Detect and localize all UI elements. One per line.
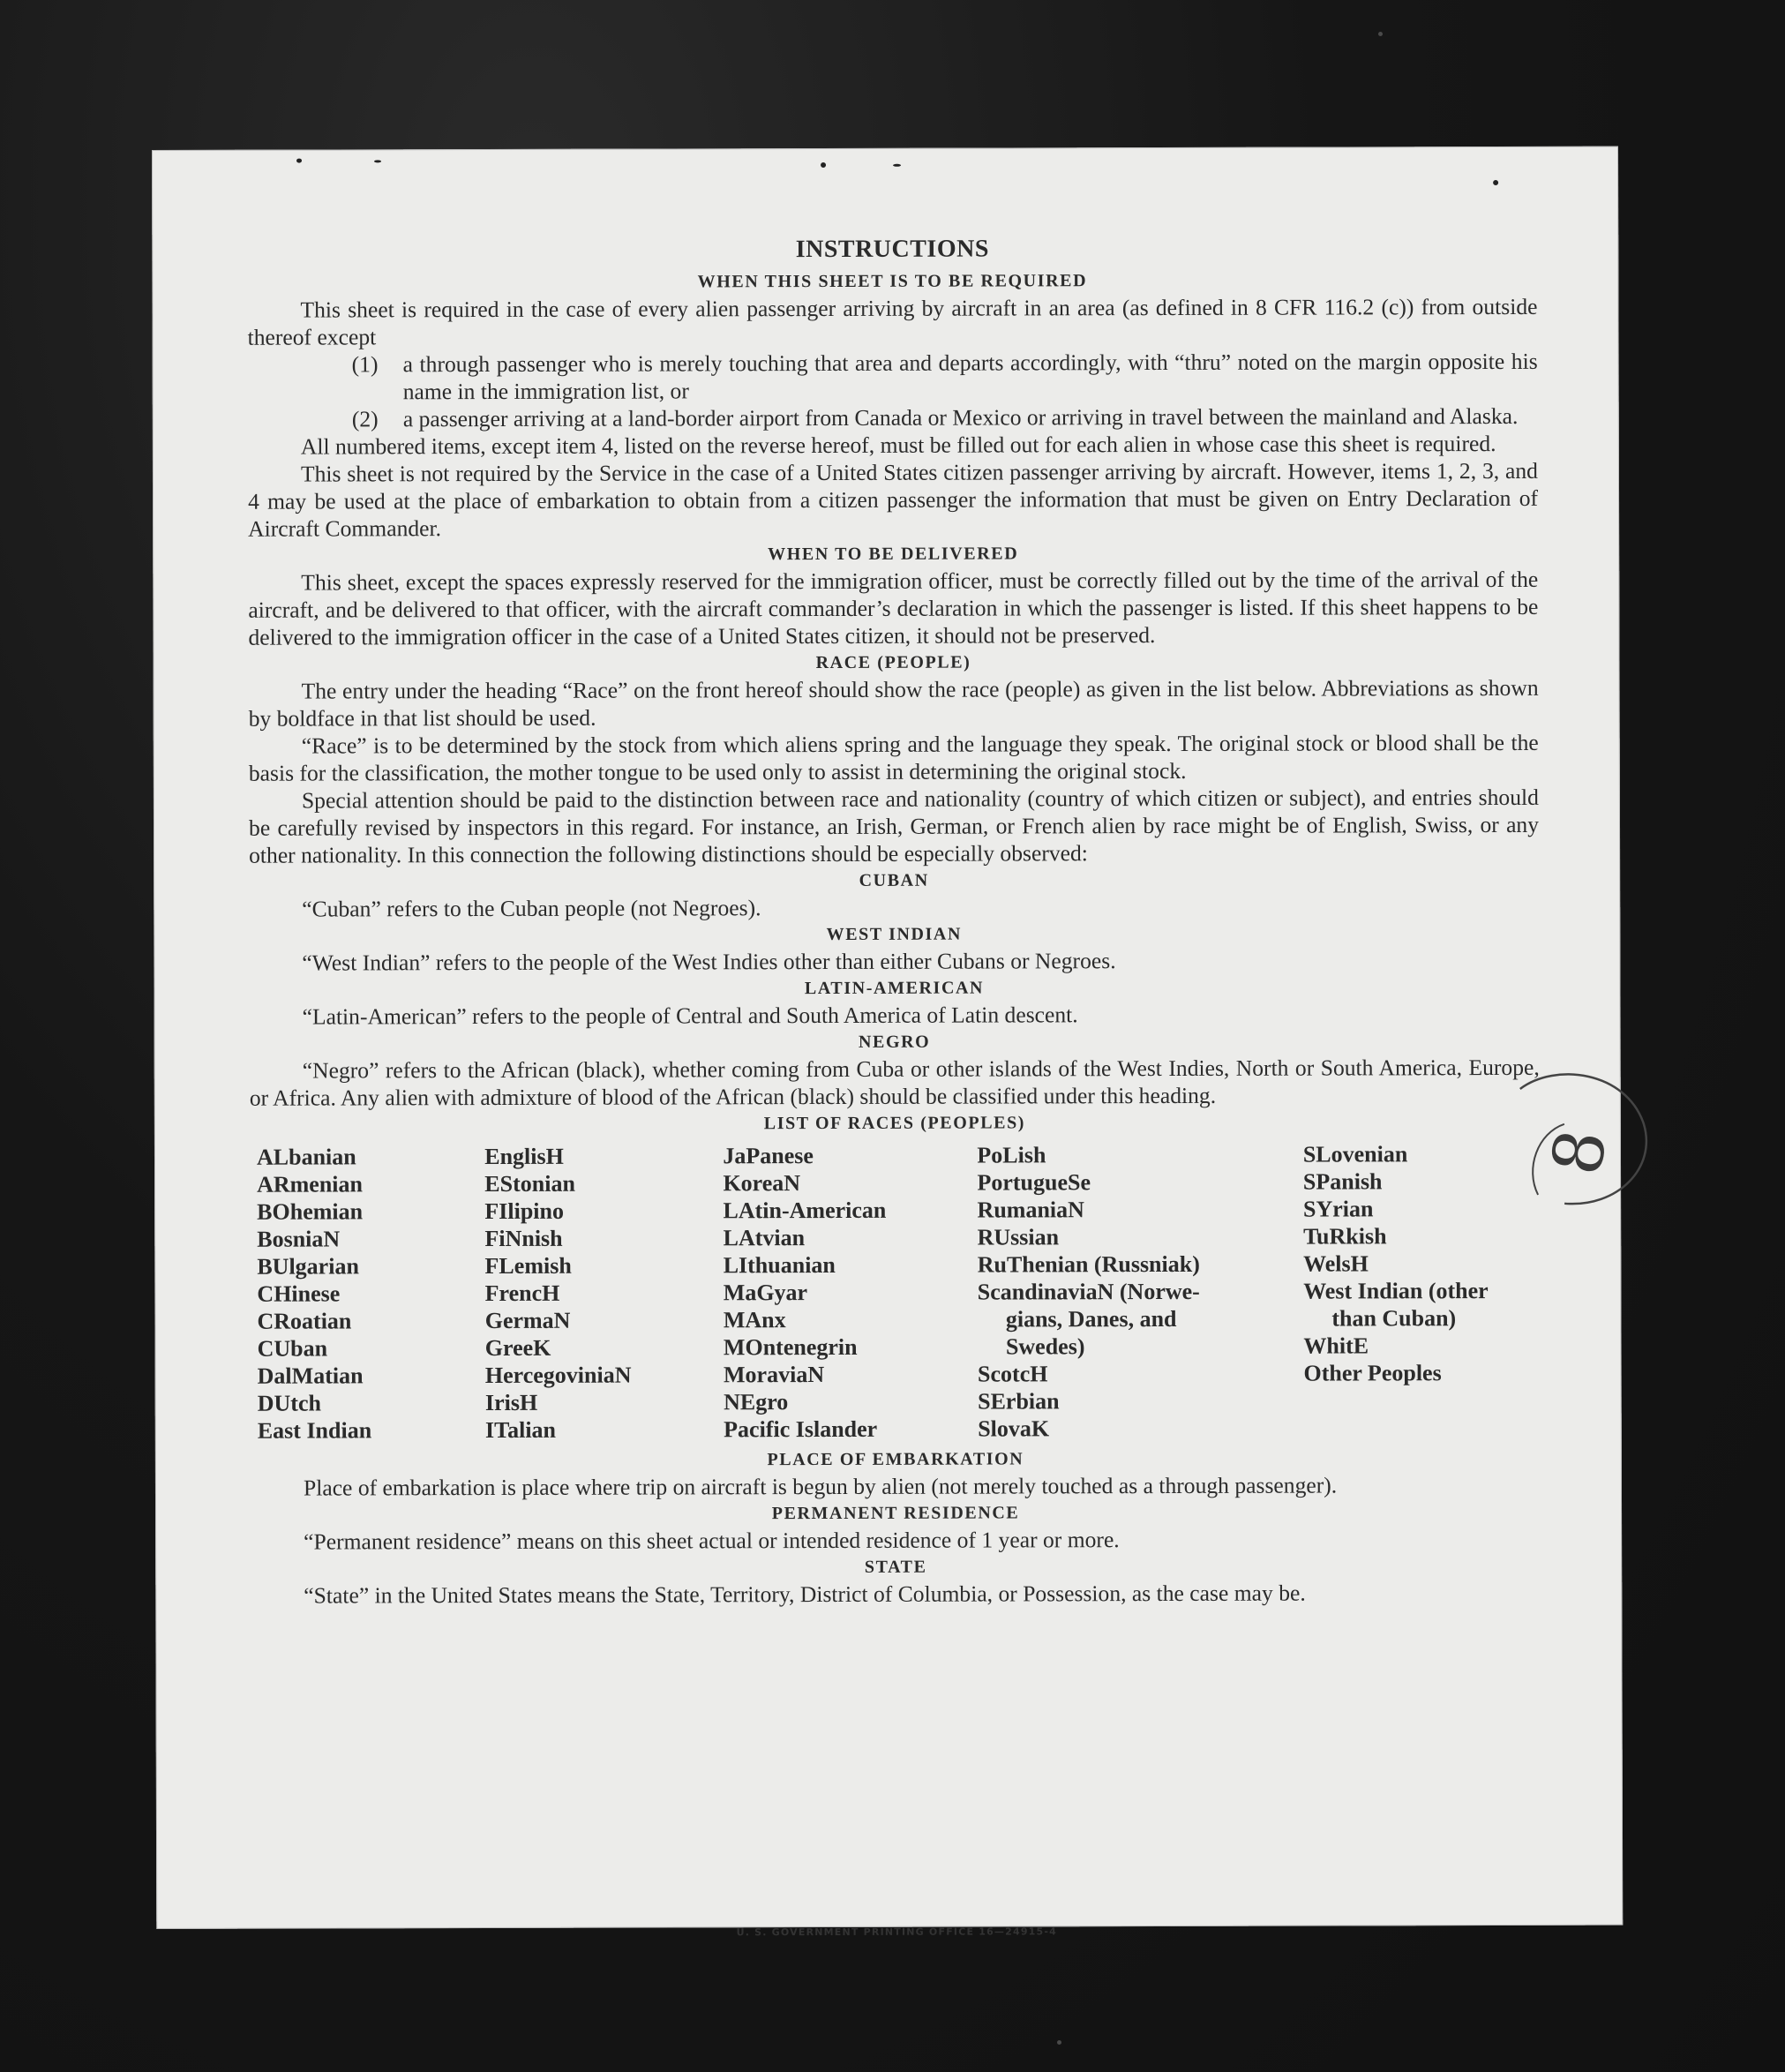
paragraph: “Cuban” refers to the Cuban people (not Negroes).	[302, 895, 761, 922]
race-entry: CUban	[257, 1335, 328, 1362]
document-page	[152, 146, 1624, 1939]
race-entry: SlovaK	[978, 1415, 1050, 1442]
race-entry: KoreaN	[723, 1170, 801, 1197]
heading-when-required: WHEN THIS SHEET IS TO BE REQUIRED	[697, 271, 1088, 292]
race-entry: SPanish	[1302, 1168, 1383, 1195]
list-item	[352, 348, 1538, 406]
page-title: INSTRUCTIONS	[795, 235, 989, 264]
race-entry: FLemish	[484, 1252, 572, 1280]
heading-cuban: CUBAN	[859, 870, 929, 890]
race-entry: PoLish	[977, 1142, 1046, 1168]
list-item	[352, 402, 1538, 433]
race-entry: ITalian	[484, 1416, 557, 1444]
paragraph: “Negro” refers to the African (black), whether coming from Cuba or other islands of the West Indies, North or South America, Europe, or Africa. Any alien with admixture of blood of the African (black) should be classified under this heading.	[249, 1054, 1540, 1111]
race-entry: Other Peoples	[1303, 1360, 1442, 1386]
scan-dot	[893, 164, 901, 167]
race-entry: NEgro	[724, 1389, 789, 1415]
paragraph: “West Indian” refers to the people of the West Indies other than either Cubans or Negroes.	[302, 948, 1116, 976]
race-entry: BUlgarian	[257, 1253, 359, 1280]
race-entry: GermaN	[484, 1307, 571, 1334]
race-entry: GreeK	[484, 1334, 551, 1362]
paragraph: “Latin-American” refers to the people of Central and South America of Latin descent.	[302, 1002, 1078, 1030]
paragraph: This sheet is not required by the Service in the case of a United States citizen passenger arriving by aircraft. However, items 1, 2, 3, and 4 may be used at the place of embarkation to obtain from a citizen passenger the information that must be given on Entry Declaration of Aircraft Commander.	[248, 457, 1539, 542]
race-entry: JaPanese	[723, 1143, 814, 1169]
item-number: (1)	[351, 351, 379, 378]
race-entry: LAtin-American	[723, 1197, 887, 1224]
paragraph: The entry under the heading “Race” on the front hereof should show the race (people) as given in the list below. Abbreviations as shown by boldface in that list should be used.	[248, 674, 1539, 732]
race-entry: CHinese	[257, 1280, 341, 1307]
race-entry: LIthuanian	[723, 1251, 836, 1279]
race-entry: DalMatian	[257, 1363, 364, 1389]
race-entry: RUssian	[977, 1224, 1060, 1250]
race-entry: gians, Danes, and	[1005, 1305, 1177, 1333]
race-entry: RumaniaN	[977, 1197, 1084, 1223]
item-number: (2)	[351, 406, 379, 432]
paragraph: This sheet is required in the case of every alien passenger arriving by aircraft in an area (as defined in 8 CFR 116.2 (c)) from outside thereof except	[247, 293, 1538, 350]
race-entry: FiNnish	[484, 1225, 563, 1252]
race-entry: PortugueSe	[977, 1169, 1091, 1196]
race-entry: TuRkish	[1303, 1223, 1387, 1250]
heading-latin-american: LATIN-AMERICAN	[804, 978, 985, 999]
race-entry: BOhemian	[257, 1198, 364, 1225]
paragraph: “Permanent residence” means on this sheet actual or intended residence of 1 year or more.	[304, 1527, 1120, 1555]
race-entry: Pacific Islander	[724, 1415, 878, 1443]
race-entry: EnglisH	[484, 1143, 564, 1170]
race-entry: MAnx	[723, 1307, 786, 1333]
printing-office-footer: U. S. GOVERNMENT PRINTING OFFICE 16—24915-4	[736, 1926, 1058, 1939]
race-entry: than Cuban)	[1331, 1305, 1457, 1332]
heading-permanent-residence: PERMANENT RESIDENCE	[771, 1503, 1020, 1524]
race-entry: ALbanian	[256, 1144, 356, 1170]
race-entry: RuThenian (Russniak)	[977, 1250, 1200, 1278]
handwritten-digit: 8	[1537, 1123, 1624, 1181]
race-entry: SLovenian	[1302, 1141, 1408, 1167]
instructions-content	[247, 233, 1624, 1939]
race-entry: FIlipino	[484, 1197, 564, 1225]
race-entry: EStonian	[484, 1170, 575, 1197]
scan-dot	[821, 162, 826, 168]
race-entry: CRoatian	[257, 1308, 352, 1334]
race-entry: ARmenian	[257, 1171, 364, 1197]
race-entry: WhitE	[1303, 1333, 1369, 1359]
race-entry: SYrian	[1302, 1196, 1374, 1222]
race-entry: Swedes)	[1005, 1333, 1085, 1360]
scan-dot	[1493, 180, 1498, 185]
race-entry: West Indian (other	[1303, 1278, 1489, 1304]
handwritten-circled-mark	[1503, 1062, 1661, 1221]
heading-when-delivered: WHEN TO BE DELIVERED	[768, 544, 1019, 565]
race-entry: MaGyar	[723, 1280, 808, 1306]
scan-dot	[296, 159, 302, 163]
paragraph: Special attention should be paid to the distinction between race and nationality (country of which citizen or subject), and entries should be carefully revised by inspectors in this regard. For instance, an Irish, German, or French alien by race might be of English, Swiss, or any other nationality. In this connection the following distinctions should be especially observed:	[248, 784, 1540, 868]
heading-negro: NEGRO	[858, 1032, 931, 1052]
item-text: a passenger arriving at a land-border airport from Canada or Mexico or arriving in travel between the mainland and Alaska.	[402, 402, 1519, 432]
paragraph: This sheet, except the spaces expressly reserved for the immigration officer, must be correctly filled out by the time of the arrival of the aircraft, and be delivered to that officer, with the aircraft commander’s declaration in which the passenger is listed. If this sheet happens to be delivered to the immigration officer in the case of a United States citizen, it should not be preserved.	[248, 566, 1539, 650]
races-column-2	[484, 1142, 724, 1444]
item-text: a through passenger who is merely touching that area and departs accordingly, with “thru” noted on the margin opposite his name in the immigration list, or	[402, 348, 1538, 405]
dust-speck	[1057, 2040, 1061, 2045]
race-entry: ScotcH	[977, 1361, 1048, 1387]
paragraph: Place of embarkation is place where trip on aircraft is begun by alien (not merely touched as a through passenger).	[303, 1472, 1338, 1501]
paragraph: “Race” is to be determined by the stock from which aliens spring and the language they speak. The original stock or blood shall be the basis for the classification, the mother tongue to be used only to assist in determining the original stock.	[248, 729, 1539, 786]
heading-list-of-races: LIST OF RACES (PEOPLES)	[763, 1113, 1026, 1134]
race-entry: FrencH	[484, 1280, 560, 1307]
paragraph: “State” in the United States means the State, Territory, District of Columbia, or Possession, as the case may be.	[304, 1580, 1306, 1609]
heading-race: RACE (PEOPLE)	[815, 652, 971, 673]
race-entry: HercegoviniaN	[484, 1362, 632, 1389]
paragraph: All numbered items, except item 4, listed on the reverse hereof, must be filled out for each alien in whose case this sheet is required.	[300, 431, 1496, 460]
race-entry: East Indian	[257, 1417, 372, 1444]
race-entry: ScandinaviaN (Norwe-	[977, 1278, 1200, 1305]
races-list	[257, 1140, 1541, 1445]
scan-dot	[374, 160, 381, 162]
heading-embarkation: PLACE OF EMBARKATION	[767, 1449, 1024, 1470]
races-column-4	[977, 1141, 1303, 1443]
race-entry: DUtch	[257, 1390, 321, 1416]
race-entry: MoraviaN	[723, 1362, 825, 1388]
race-entry: MOntenegrin	[723, 1333, 858, 1361]
heading-west-indian: WEST INDIAN	[826, 924, 963, 945]
race-entry: IrisH	[484, 1389, 538, 1416]
heading-state: STATE	[864, 1557, 927, 1577]
races-column-3	[723, 1142, 978, 1444]
dust-speck	[1378, 32, 1383, 36]
race-entry: SErbian	[978, 1388, 1060, 1415]
race-entry: LAtvian	[723, 1225, 806, 1251]
race-entry: WelsH	[1303, 1250, 1369, 1277]
race-entry: BosniaN	[257, 1226, 341, 1252]
races-column-1	[257, 1143, 485, 1445]
